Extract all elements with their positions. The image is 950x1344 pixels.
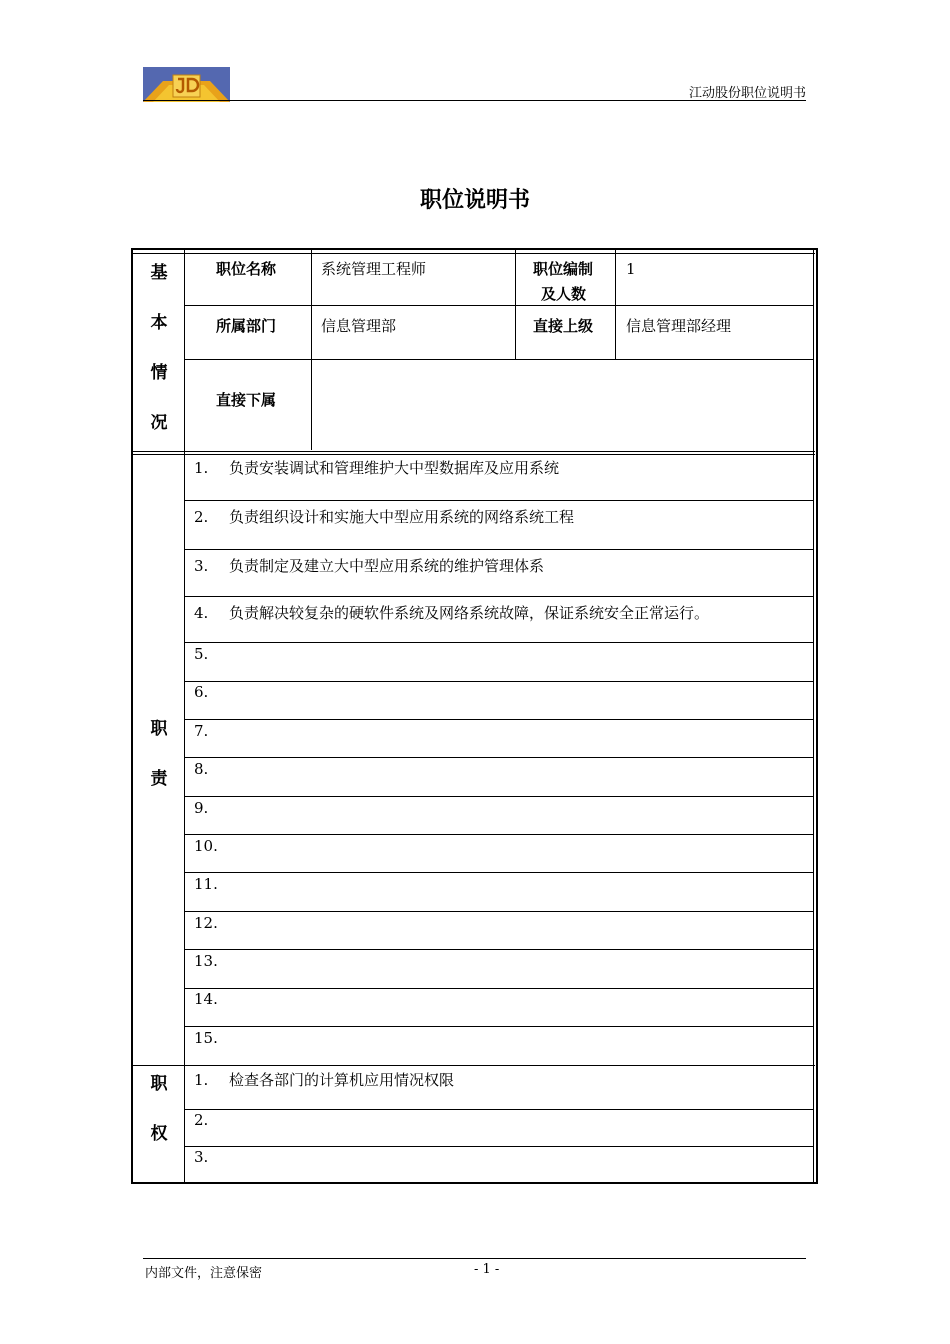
duty-item-8: 8.: [194, 760, 209, 778]
duty-item-15: 15.: [194, 1029, 218, 1047]
authority-item-2: 2.: [194, 1111, 209, 1129]
basic-section-label-4: 况: [150, 413, 168, 433]
duty-item-2: 2. 负责组织设计和实施大中型应用系统的网络系统工程: [194, 508, 575, 526]
table-line: [813, 250, 814, 1182]
table-line: [184, 757, 814, 758]
table-line: [133, 454, 815, 455]
footer-confidential-note: 内部文件，注意保密: [145, 1266, 263, 1281]
duty-item-7: 7.: [194, 722, 209, 740]
table-line: [133, 451, 815, 452]
duty-item-3: 3. 负责制定及建立大中型应用系统的维护管理体系: [194, 557, 545, 575]
headcount-value: 1: [626, 260, 636, 278]
supervisor-label: 直接上级: [533, 317, 594, 335]
department-value: 信息管理部: [321, 317, 397, 335]
duty-item-10: 10.: [194, 837, 218, 855]
document-title: 职位说明书: [419, 188, 530, 213]
table-line: [184, 796, 814, 797]
duty-item-1: 1. 负责安装调试和管理维护大中型数据库及应用系统: [194, 459, 560, 477]
duties-section-label-1: 职: [150, 719, 168, 739]
page-number: - 1 -: [474, 1262, 500, 1277]
job-description-table: [131, 248, 818, 1184]
department-label: 所属部门: [216, 317, 277, 335]
duty-item-14: 14.: [194, 990, 218, 1008]
duty-item-5: 5.: [194, 645, 209, 663]
table-line: [184, 872, 814, 873]
table-line: [133, 253, 815, 254]
duties-section-label-2: 责: [150, 769, 168, 789]
table-line: [184, 1026, 814, 1027]
basic-section-label-2: 本: [150, 313, 168, 333]
table-line: [133, 1065, 815, 1066]
footer-divider: [143, 1258, 806, 1259]
table-line: [184, 1109, 814, 1110]
authority-item-3: 3.: [194, 1148, 209, 1166]
subordinate-label: 直接下属: [216, 391, 277, 409]
table-line: [184, 911, 814, 912]
table-line: [184, 834, 814, 835]
header-title: 江动股份职位说明书: [688, 86, 806, 101]
company-logo: [143, 67, 230, 102]
authority-item-1: 1. 检查各部门的计算机应用情况权限: [194, 1071, 455, 1089]
table-line: [184, 1146, 814, 1147]
table-line: [184, 305, 814, 306]
duty-item-13: 13.: [194, 952, 218, 970]
table-line: [184, 949, 814, 950]
duty-item-12: 12.: [194, 914, 218, 932]
table-line: [184, 596, 814, 597]
basic-section-label-1: 基: [150, 263, 168, 283]
header-divider: [143, 100, 806, 101]
supervisor-value: 信息管理部经理: [626, 317, 732, 335]
duty-item-11: 11.: [194, 875, 218, 893]
duty-item-6: 6.: [194, 683, 209, 701]
duty-item-4: 4. 负责解决较复杂的硬软件系统及网络系统故障，保证系统安全正常运行。: [194, 604, 710, 622]
authority-section-label-2: 权: [150, 1124, 168, 1144]
position-name-value: 系统管理工程师: [321, 260, 427, 278]
authority-section-label-1: 职: [150, 1074, 168, 1094]
table-line: [184, 988, 814, 989]
duty-item-9: 9.: [194, 799, 209, 817]
headcount-label-line2: 及人数: [541, 285, 587, 303]
basic-section-label-3: 情: [150, 363, 168, 383]
headcount-label-line1: 职位编制: [533, 260, 594, 278]
table-line: [184, 359, 814, 360]
position-name-label: 职位名称: [216, 260, 277, 278]
table-line: [311, 250, 312, 450]
table-line: [184, 549, 814, 550]
table-line: [184, 719, 814, 720]
table-line: [184, 500, 814, 501]
table-line: [184, 642, 814, 643]
table-line: [184, 681, 814, 682]
